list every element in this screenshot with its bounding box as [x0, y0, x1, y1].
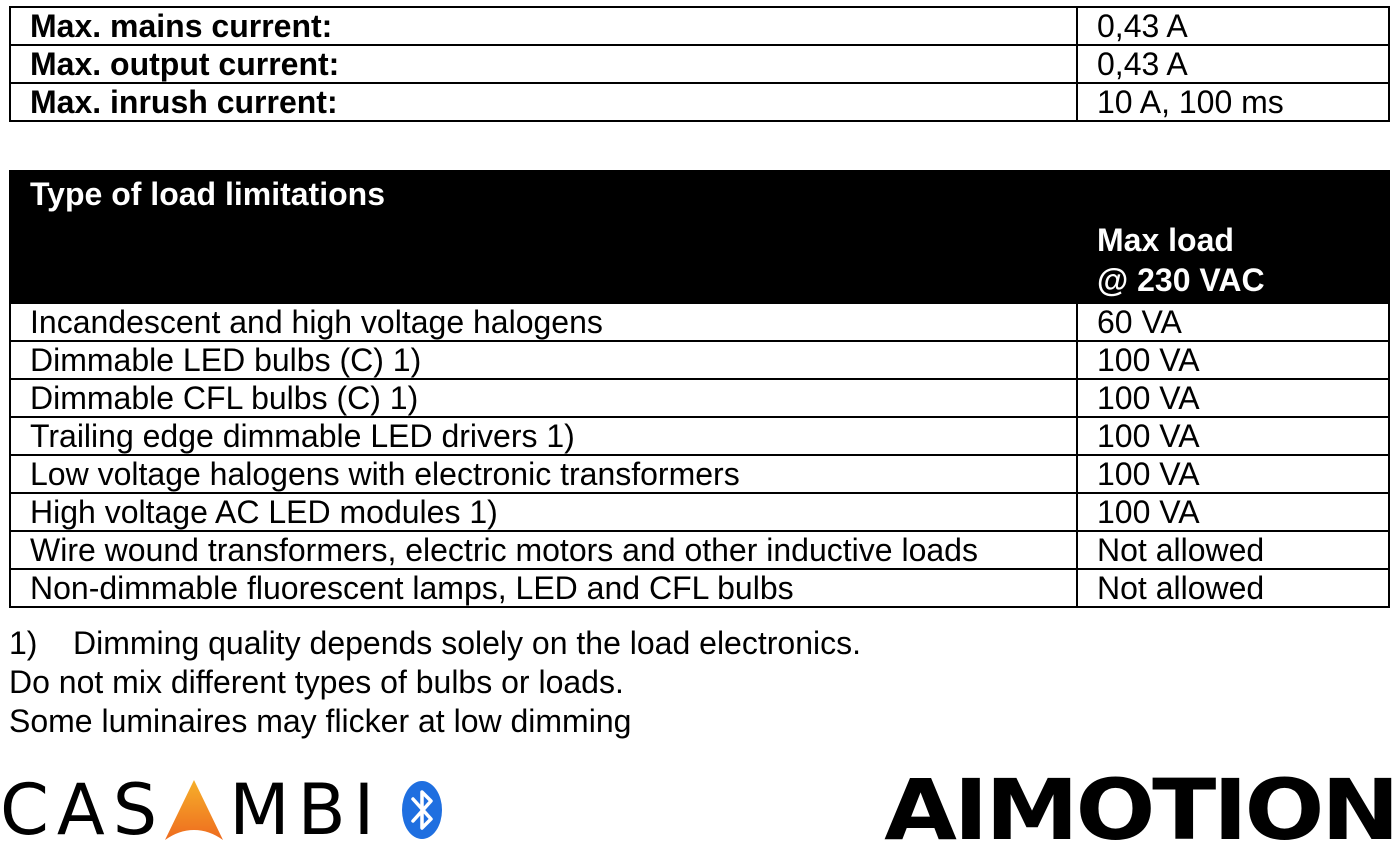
- header-col-line2: @ 230 VAC: [1097, 262, 1265, 298]
- casambi-a-icon: [165, 780, 223, 840]
- aimotion-logo: AIMOTION: [884, 761, 1397, 859]
- casambi-text-end: MBI: [229, 769, 383, 851]
- note-line-3: Some luminaires may flicker at low dimming: [9, 703, 632, 739]
- load-type: Low voltage halogens with electronic transformers: [10, 455, 1077, 493]
- note-line-2: Do not mix different types of bulbs or loads.: [9, 664, 624, 700]
- spec-label: Max. inrush current:: [10, 83, 1077, 121]
- load-type: Incandescent and high voltage halogens: [10, 303, 1077, 341]
- footnote-text: Dimming quality depends solely on the load electronics.: [73, 625, 861, 661]
- specs-table: [9, 6, 1390, 122]
- casambi-text-start: CAS: [0, 769, 166, 851]
- spec-value: 0,43 A: [1077, 7, 1389, 45]
- load-max: 100 VA: [1077, 379, 1389, 417]
- table-row: [10, 303, 1389, 341]
- table-row: [10, 7, 1389, 45]
- table-row: [10, 569, 1389, 607]
- load-limitations-table: [9, 170, 1390, 608]
- load-max: Not allowed: [1077, 569, 1389, 607]
- table-row: [10, 455, 1389, 493]
- load-type: Non-dimmable fluorescent lamps, LED and CFL bulbs: [10, 569, 1077, 607]
- load-max: 100 VA: [1077, 493, 1389, 531]
- table-row: [10, 531, 1389, 569]
- footnote-number: 1): [9, 625, 38, 661]
- load-type: High voltage AC LED modules 1): [10, 493, 1077, 531]
- load-max: 100 VA: [1077, 455, 1389, 493]
- spec-value: 0,43 A: [1077, 45, 1389, 83]
- bluetooth-icon: [400, 779, 444, 841]
- table-row: [10, 417, 1389, 455]
- footnotes: [9, 624, 861, 741]
- load-type: Wire wound transformers, electric motors and other inductive loads: [10, 531, 1077, 569]
- load-type: Dimmable CFL bulbs (C) 1): [10, 379, 1077, 417]
- casambi-wordmark: [0, 770, 382, 850]
- footnote-1: [9, 624, 861, 663]
- casambi-logo: [0, 770, 444, 850]
- load-max: Not allowed: [1077, 531, 1389, 569]
- load-max: 100 VA: [1077, 417, 1389, 455]
- table-row: [10, 493, 1389, 531]
- load-type: Dimmable LED bulbs (C) 1): [10, 341, 1077, 379]
- spec-label: Max. mains current:: [10, 7, 1077, 45]
- table-row: [10, 379, 1389, 417]
- table-row: [10, 45, 1389, 83]
- spec-label: Max. output current:: [10, 45, 1077, 83]
- load-max: 60 VA: [1077, 303, 1389, 341]
- table-header-title: Type of load limitations: [10, 171, 1077, 303]
- table-row: [10, 341, 1389, 379]
- table-row: [10, 83, 1389, 121]
- spec-value: 10 A, 100 ms: [1077, 83, 1389, 121]
- table-header-max-load: [1077, 171, 1389, 303]
- header-col-line1: Max load: [1097, 222, 1234, 258]
- load-max: 100 VA: [1077, 341, 1389, 379]
- table-header-row: [10, 171, 1389, 303]
- load-type: Trailing edge dimmable LED drivers 1): [10, 417, 1077, 455]
